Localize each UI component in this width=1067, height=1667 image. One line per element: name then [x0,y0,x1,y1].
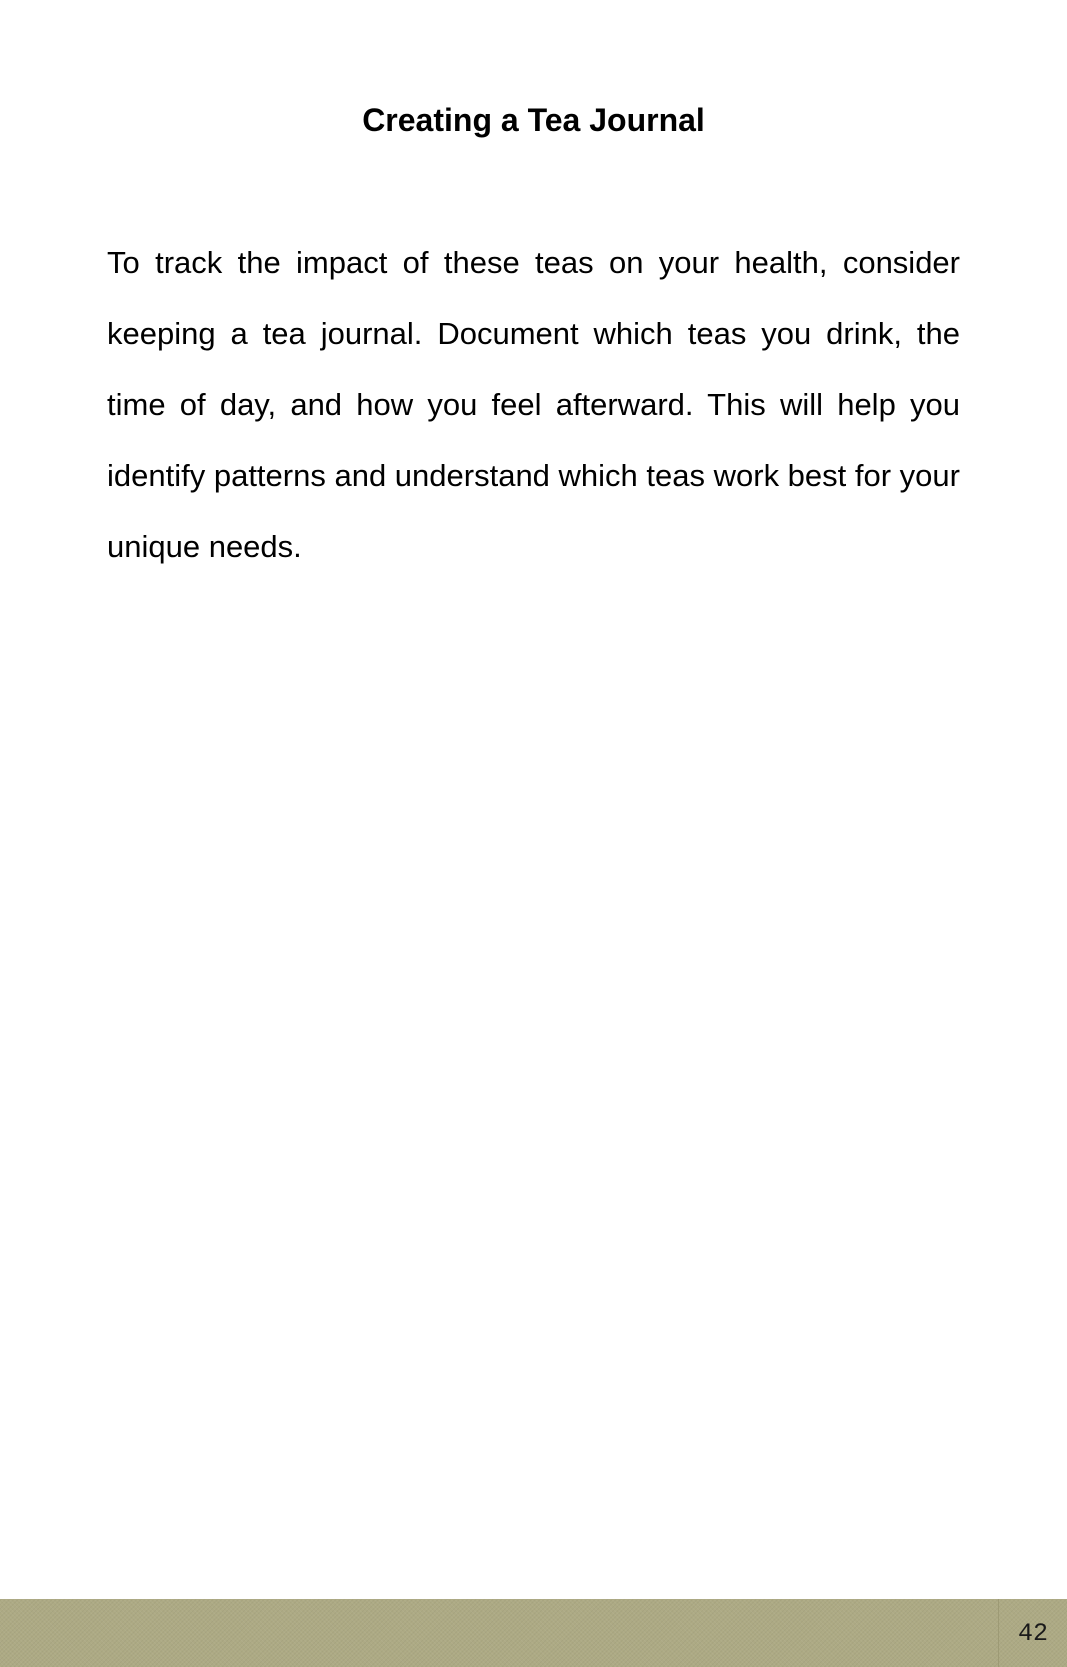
body-paragraph: To track the impact of these teas on your health, consider keeping a tea journal. Document which teas you drink, the time of day, and how you feel afterward. This will help you identify patterns and understand which teas work best for your unique needs. [107,245,960,564]
page-number: 42 [1017,1618,1048,1648]
page-number-box [998,1599,1067,1667]
footer-bar [0,1599,1067,1667]
page-title: Creating a Tea Journal [362,102,705,138]
